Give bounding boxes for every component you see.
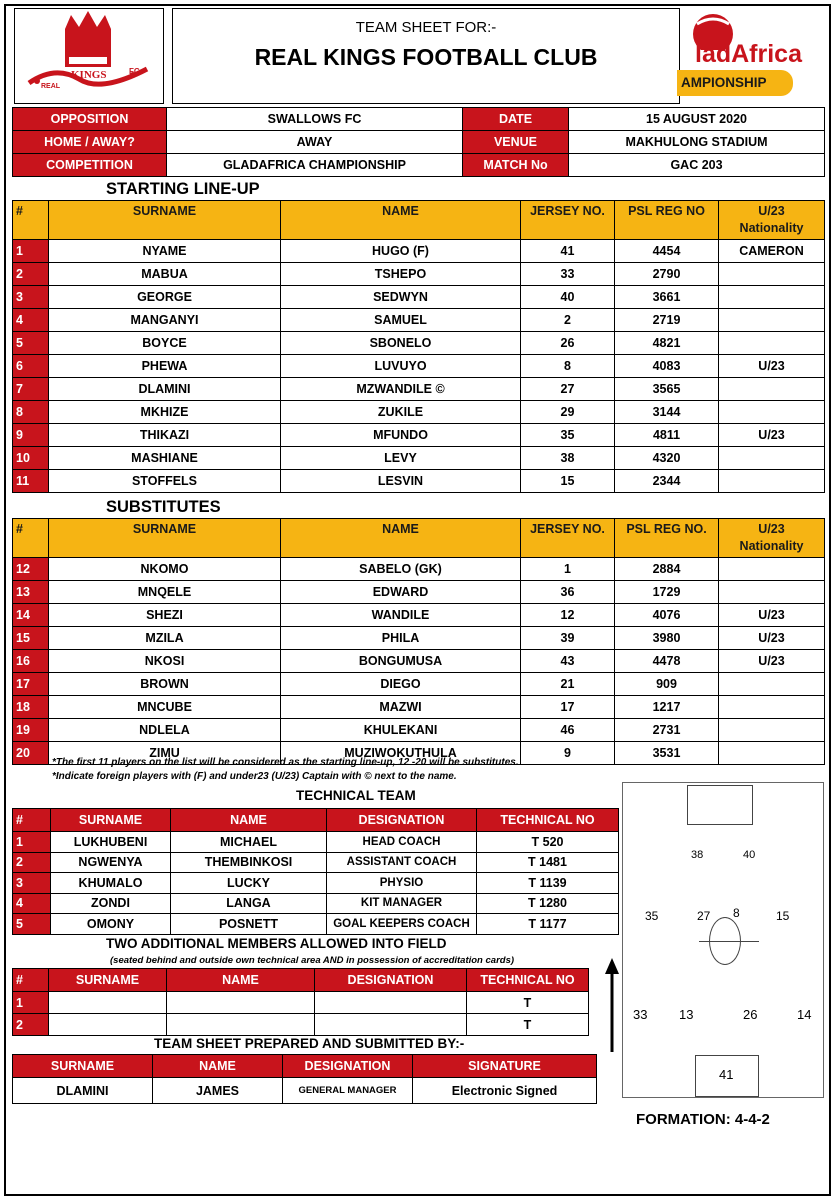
pre-title: TEAM SHEET FOR:-	[355, 19, 497, 36]
u23-nationality: U/23	[719, 650, 825, 673]
home-away-value: AWAY	[167, 131, 463, 154]
player-surname: NYAME	[49, 240, 281, 263]
staff-name: MICHAEL	[171, 832, 327, 853]
player-name: SEDWYN	[281, 286, 521, 309]
league-logo-subtext: AMPIONSHIP	[677, 70, 793, 96]
member-surname	[49, 992, 167, 1014]
player-surname: ZIMU	[49, 742, 281, 765]
jersey-number: 41	[521, 240, 615, 263]
psl-reg-number: 4454	[615, 240, 719, 263]
pitch-player-fw2: 40	[743, 849, 756, 861]
technical-number: T 520	[477, 832, 619, 853]
row-number: 2	[13, 263, 49, 286]
substitute-player-row	[13, 627, 825, 650]
substitute-player-row	[13, 650, 825, 673]
row-number: 16	[13, 650, 49, 673]
player-surname: NKOMO	[49, 558, 281, 581]
jersey-number: 46	[521, 719, 615, 742]
starting-player-row	[13, 470, 825, 493]
starting-title: STARTING LINE-UP	[106, 180, 260, 198]
club-logo-text: KINGS	[71, 69, 107, 81]
psl-reg-number: 4083	[615, 355, 719, 378]
competition-label: COMPETITION	[13, 154, 167, 177]
formation-pitch	[622, 782, 824, 1098]
psl-reg-number: 3144	[615, 401, 719, 424]
jersey-number: 1	[521, 558, 615, 581]
jersey-number: 38	[521, 447, 615, 470]
jersey-number: 9	[521, 742, 615, 765]
player-surname: BROWN	[49, 673, 281, 696]
u23-nationality	[719, 470, 825, 493]
u23-nationality	[719, 309, 825, 332]
match-no-label: MATCH No	[463, 154, 569, 177]
player-name: BONGUMUSA	[281, 650, 521, 673]
pitch-player-mf1: 35	[645, 909, 659, 923]
player-surname: PHEWA	[49, 355, 281, 378]
psl-reg-number: 4320	[615, 447, 719, 470]
league-logo	[675, 10, 825, 100]
additional-member-row	[13, 1014, 589, 1036]
row-number: 15	[13, 627, 49, 650]
staff-name: POSNETT	[171, 914, 327, 935]
player-name: LEVY	[281, 447, 521, 470]
row-number: 19	[13, 719, 49, 742]
psl-reg-number: 2344	[615, 470, 719, 493]
technical-header-row: # SURNAME NAME DESIGNATION TECHNICAL NO	[13, 809, 619, 832]
substitute-player-row	[13, 581, 825, 604]
title-box	[172, 8, 680, 104]
substitutes-table	[12, 518, 825, 765]
row-number: 18	[13, 696, 49, 719]
technical-staff-row	[13, 852, 619, 873]
row-number: 3	[13, 873, 51, 894]
jersey-number: 33	[521, 263, 615, 286]
technical-number: T 1139	[477, 873, 619, 894]
additional-title: TWO ADDITIONAL MEMBERS ALLOWED INTO FIELD	[106, 936, 447, 951]
player-name: DIEGO	[281, 673, 521, 696]
jersey-number: 12	[521, 604, 615, 627]
technical-title: TECHNICAL TEAM	[296, 788, 416, 803]
date-label: DATE	[463, 108, 569, 131]
technical-number: T 1177	[477, 914, 619, 935]
technical-staff-row	[13, 873, 619, 894]
row-number: 11	[13, 470, 49, 493]
u23-nationality	[719, 696, 825, 719]
player-surname: MKHIZE	[49, 401, 281, 424]
formation-label: FORMATION: 4-4-2	[636, 1111, 770, 1128]
psl-reg-number: 2884	[615, 558, 719, 581]
jersey-number: 29	[521, 401, 615, 424]
technical-team-table	[12, 808, 619, 935]
technical-number: T	[467, 1014, 589, 1036]
member-surname	[49, 1014, 167, 1036]
jersey-number: 43	[521, 650, 615, 673]
pitch-top-box	[687, 785, 753, 825]
staff-designation: ASSISTANT COACH	[327, 852, 477, 873]
col-u23: U/23 Nationality	[719, 201, 825, 240]
prepared-surname: DLAMINI	[13, 1078, 153, 1104]
psl-reg-number: 2731	[615, 719, 719, 742]
jersey-number: 21	[521, 673, 615, 696]
prepared-by-table	[12, 1054, 597, 1104]
player-surname: MASHIANE	[49, 447, 281, 470]
club-logo-box	[14, 8, 164, 104]
staff-surname: OMONY	[51, 914, 171, 935]
row-number: 4	[13, 893, 51, 914]
starting-player-row	[13, 355, 825, 378]
row-number: 14	[13, 604, 49, 627]
staff-designation: KIT MANAGER	[327, 893, 477, 914]
jersey-number: 15	[521, 470, 615, 493]
u23-nationality: U/23	[719, 355, 825, 378]
u23-nationality: U/23	[719, 604, 825, 627]
player-surname: MNCUBE	[49, 696, 281, 719]
u23-nationality	[719, 378, 825, 401]
staff-designation: GOAL KEEPERS COACH	[327, 914, 477, 935]
player-surname: BOYCE	[49, 332, 281, 355]
row-number: 9	[13, 424, 49, 447]
match-info-table	[12, 107, 825, 177]
staff-surname: KHUMALO	[51, 873, 171, 894]
technical-staff-row	[13, 832, 619, 853]
player-name: SAMUEL	[281, 309, 521, 332]
row-number: 5	[13, 914, 51, 935]
pitch-player-gk: 41	[719, 1067, 734, 1082]
starting-lineup-table	[12, 200, 825, 493]
row-number: 2	[13, 852, 51, 873]
u23-nationality: CAMERON	[719, 240, 825, 263]
row-number: 3	[13, 286, 49, 309]
u23-nationality	[719, 558, 825, 581]
psl-reg-number: 909	[615, 673, 719, 696]
u23-nationality	[719, 719, 825, 742]
col-name: NAME	[281, 519, 521, 558]
col-name: NAME	[281, 201, 521, 240]
psl-reg-number: 3980	[615, 627, 719, 650]
substitute-player-row	[13, 604, 825, 627]
player-name: HUGO (F)	[281, 240, 521, 263]
player-name: MAZWI	[281, 696, 521, 719]
col-num: #	[13, 201, 49, 240]
col-surname: SURNAME	[49, 201, 281, 240]
substitute-player-row	[13, 673, 825, 696]
prepared-header-row: SURNAME NAME DESIGNATION SIGNATURE	[13, 1055, 597, 1078]
opposition-value: SWALLOWS FC	[167, 108, 463, 131]
additional-subtitle: (seated behind and outside own technical area AND in possession of accreditation cards)	[110, 955, 515, 966]
pitch-player-mf3: 8	[733, 906, 740, 920]
row-number: 13	[13, 581, 49, 604]
row-number: 12	[13, 558, 49, 581]
staff-name: LANGA	[171, 893, 327, 914]
col-jersey: JERSEY NO.	[521, 201, 615, 240]
row-number: 7	[13, 378, 49, 401]
pitch-centre-circle	[709, 917, 741, 965]
substitute-player-row	[13, 719, 825, 742]
subs-title: SUBSTITUTES	[106, 498, 221, 516]
player-name: LUVUYO	[281, 355, 521, 378]
u23-nationality	[719, 263, 825, 286]
col-num: #	[13, 519, 49, 558]
player-surname: STOFFELS	[49, 470, 281, 493]
home-away-label: HOME / AWAY?	[13, 131, 167, 154]
starting-player-row	[13, 424, 825, 447]
row-number: 4	[13, 309, 49, 332]
note-line-2: *Indicate foreign players with (F) and under23 (U/23) Captain with © next to the name.	[52, 771, 457, 782]
staff-designation: HEAD COACH	[327, 832, 477, 853]
pitch-player-mf4: 15	[776, 909, 790, 923]
row-number: 8	[13, 401, 49, 424]
player-name: ZUKILE	[281, 401, 521, 424]
pitch-player-df1: 33	[633, 1007, 648, 1022]
prepared-value-row	[13, 1078, 597, 1104]
club-name-title: REAL KINGS FOOTBALL CLUB	[254, 44, 598, 70]
row-number: 20	[13, 742, 49, 765]
player-surname: DLAMINI	[49, 378, 281, 401]
player-name: SABELO (GK)	[281, 558, 521, 581]
player-surname: NKOSI	[49, 650, 281, 673]
player-surname: MZILA	[49, 627, 281, 650]
member-designation	[315, 992, 467, 1014]
direction-arrow-icon	[604, 958, 620, 1052]
prepared-signature: Electronic Signed	[413, 1078, 597, 1104]
player-surname: GEORGE	[49, 286, 281, 309]
technical-staff-row	[13, 914, 619, 935]
additional-member-row	[13, 992, 589, 1014]
starting-player-row	[13, 401, 825, 424]
u23-nationality: U/23	[719, 627, 825, 650]
prepared-title: TEAM SHEET PREPARED AND SUBMITTED BY:-	[154, 1036, 465, 1051]
u23-nationality	[719, 673, 825, 696]
starting-player-row	[13, 378, 825, 401]
psl-reg-number: 2790	[615, 263, 719, 286]
col-psl: PSL REG NO.	[615, 519, 719, 558]
player-surname: MANGANYI	[49, 309, 281, 332]
technical-number: T 1481	[477, 852, 619, 873]
row-number: 10	[13, 447, 49, 470]
row-number: 1	[13, 240, 49, 263]
player-surname: SHEZI	[49, 604, 281, 627]
player-name: MFUNDO	[281, 424, 521, 447]
staff-name: LUCKY	[171, 873, 327, 894]
starting-player-row	[13, 447, 825, 470]
psl-reg-number: 3531	[615, 742, 719, 765]
u23-nationality	[719, 332, 825, 355]
player-surname: MABUA	[49, 263, 281, 286]
pitch-player-df4: 14	[797, 1007, 812, 1022]
prepared-designation: GENERAL MANAGER	[283, 1078, 413, 1104]
jersey-number: 40	[521, 286, 615, 309]
player-surname: THIKAZI	[49, 424, 281, 447]
starting-player-row	[13, 309, 825, 332]
row-number: 5	[13, 332, 49, 355]
additional-header-row: # SURNAME NAME DESIGNATION TECHNICAL NO	[13, 969, 589, 992]
substitute-player-row	[13, 696, 825, 719]
col-psl: PSL REG NO	[615, 201, 719, 240]
league-logo-text: ladAfrica	[695, 40, 802, 68]
u23-nationality	[719, 581, 825, 604]
player-name: EDWARD	[281, 581, 521, 604]
u23-nationality: U/23	[719, 424, 825, 447]
club-logo	[15, 9, 163, 103]
psl-reg-number: 2719	[615, 309, 719, 332]
player-surname: MNQELE	[49, 581, 281, 604]
pitch-player-fw1: 38	[691, 849, 704, 861]
jersey-number: 17	[521, 696, 615, 719]
player-name: MZWANDILE ©	[281, 378, 521, 401]
match-no-value: GAC 203	[569, 154, 825, 177]
pitch-player-mf2: 27	[697, 909, 711, 923]
col-jersey: JERSEY NO.	[521, 519, 615, 558]
u23-nationality	[719, 401, 825, 424]
u23-nationality	[719, 742, 825, 765]
player-name: PHILA	[281, 627, 521, 650]
starting-player-row	[13, 263, 825, 286]
substitute-player-row	[13, 558, 825, 581]
player-name: LESVIN	[281, 470, 521, 493]
psl-reg-number: 4821	[615, 332, 719, 355]
psl-reg-number: 3565	[615, 378, 719, 401]
member-name	[167, 992, 315, 1014]
jersey-number: 8	[521, 355, 615, 378]
staff-surname: NGWENYA	[51, 852, 171, 873]
row-number: 2	[13, 1014, 49, 1036]
row-number: 6	[13, 355, 49, 378]
starting-player-row	[13, 240, 825, 263]
subs-header-row	[13, 519, 825, 558]
psl-reg-number: 4076	[615, 604, 719, 627]
member-designation	[315, 1014, 467, 1036]
staff-name: THEMBINKOSI	[171, 852, 327, 873]
row-number: 17	[13, 673, 49, 696]
jersey-number: 39	[521, 627, 615, 650]
starting-player-row	[13, 286, 825, 309]
psl-reg-number: 1217	[615, 696, 719, 719]
psl-reg-number: 4478	[615, 650, 719, 673]
col-surname: SURNAME	[49, 519, 281, 558]
jersey-number: 36	[521, 581, 615, 604]
jersey-number: 2	[521, 309, 615, 332]
staff-designation: PHYSIO	[327, 873, 477, 894]
jersey-number: 27	[521, 378, 615, 401]
staff-surname: ZONDI	[51, 893, 171, 914]
technical-number: T 1280	[477, 893, 619, 914]
player-name: SBONELO	[281, 332, 521, 355]
starting-header-row	[13, 201, 825, 240]
staff-surname: LUKHUBENI	[51, 832, 171, 853]
opposition-label: OPPOSITION	[13, 108, 167, 131]
venue-value: MAKHULONG STADIUM	[569, 131, 825, 154]
additional-members-table	[12, 968, 589, 1036]
jersey-number: 35	[521, 424, 615, 447]
technical-number: T	[467, 992, 589, 1014]
row-number: 1	[13, 992, 49, 1014]
player-name: MUZIWOKUTHULA	[281, 742, 521, 765]
pitch-player-df2: 13	[679, 1007, 694, 1022]
u23-nationality	[719, 447, 825, 470]
technical-staff-row	[13, 893, 619, 914]
member-name	[167, 1014, 315, 1036]
starting-player-row	[13, 332, 825, 355]
row-number: 1	[13, 832, 51, 853]
psl-reg-number: 4811	[615, 424, 719, 447]
club-logo-text-fc: FC	[129, 67, 140, 76]
note-line-1: *The first 11 players on the list will be considered as the starting line-up, 12 -20 will be substitutes.	[52, 757, 519, 768]
player-surname: NDLELA	[49, 719, 281, 742]
player-name: KHULEKANI	[281, 719, 521, 742]
jersey-number: 26	[521, 332, 615, 355]
u23-nationality	[719, 286, 825, 309]
psl-reg-number: 3661	[615, 286, 719, 309]
psl-reg-number: 1729	[615, 581, 719, 604]
venue-label: VENUE	[463, 131, 569, 154]
pitch-player-df3: 26	[743, 1007, 758, 1022]
prepared-name: JAMES	[153, 1078, 283, 1104]
date-value: 15 AUGUST 2020	[569, 108, 825, 131]
player-name: WANDILE	[281, 604, 521, 627]
competition-value: GLADAFRICA CHAMPIONSHIP	[167, 154, 463, 177]
club-logo-text-real: REAL	[41, 83, 61, 90]
col-u23: U/23 Nationality	[719, 519, 825, 558]
player-name: TSHEPO	[281, 263, 521, 286]
